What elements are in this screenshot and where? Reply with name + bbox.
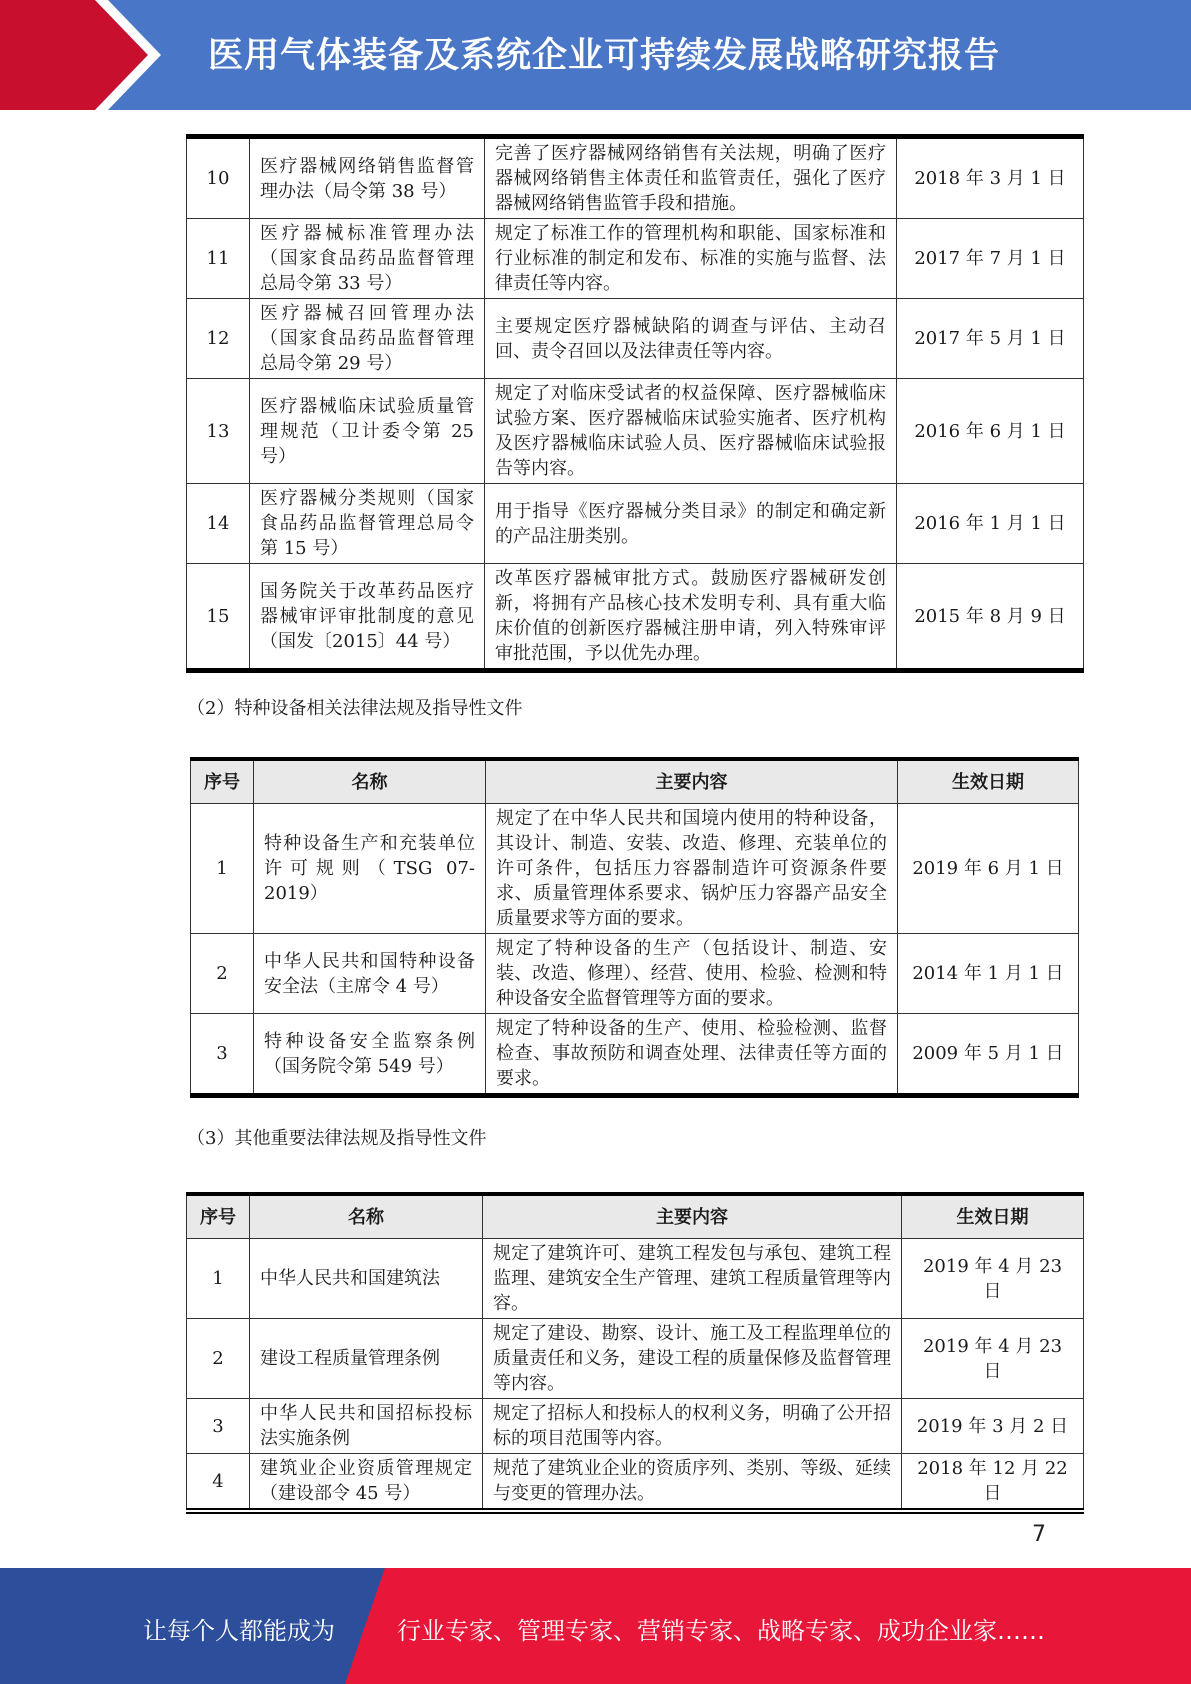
header-red-chevron [0,0,240,110]
effective-date: 2009 年 5 月 1 日 [898,1014,1079,1096]
row-number: 13 [187,379,250,484]
regulation-content: 规定了特种设备的生产、使用、检验检测、监督检查、事故预防和调查处理、法律责任等方面的要求。 [486,1014,898,1096]
regulation-name: 医疗器械标准管理办法（国家食品药品监督管理总局令第 33 号） [250,219,485,299]
regulation-name: 建设工程质量管理条例 [250,1319,483,1399]
regulation-name: 医疗器械召回管理办法（国家食品药品监督管理总局令第 29 号） [250,299,485,379]
effective-date: 2018 年 12 月 22 日 [902,1454,1084,1512]
effective-date: 2014 年 1 月 1 日 [898,934,1079,1014]
row-number: 11 [187,219,250,299]
regulation-name: 中华人民共和国建筑法 [250,1239,483,1319]
footer-slogan-left: 让每个人都能成为 [143,1617,335,1645]
table-row [187,219,1084,299]
regulation-content: 改革医疗器械审批方式。鼓励医疗器械研发创新，将拥有产品核心技术发明专利、具有重大临床价值的创新医疗器械注册申请，列入特殊审评审批范围，予以优先办理。 [485,564,897,671]
table-header-row [187,1194,1084,1239]
regulation-content: 用于指导《医疗器械分类目录》的制定和确定新的产品注册类别。 [485,484,897,564]
page-footer [0,1568,1191,1684]
row-number: 2 [191,934,254,1014]
effective-date: 2017 年 5 月 1 日 [897,299,1084,379]
regulation-name: 医疗器械网络销售监督管理办法（局令第 38 号） [250,137,485,219]
regulation-content: 规定了招标人和投标人的权利义务，明确了公开招标的项目范围等内容。 [483,1399,902,1454]
regulation-content: 主要规定医疗器械缺陷的调查与评估、主动召回、责令召回以及法律责任等内容。 [485,299,897,379]
effective-date: 2016 年 1 月 1 日 [897,484,1084,564]
regulation-name: 中华人民共和国特种设备安全法（主席令 4 号） [254,934,486,1014]
regulation-content: 规定了在中华人民共和国境内使用的特种设备，其设计、制造、安装、改造、修理、充装单位的许可条件，包括压力容器制造许可资源条件要求、质量管理体系要求、锅炉压力容器产品安全质量要求等方面的要求。 [486,804,898,934]
table-row [187,484,1084,564]
regulation-content: 规定了对临床受试者的权益保障、医疗器械临床试验方案、医疗器械临床试验实施者、医疗机构及医疗器械临床试验人员、医疗器械临床试验报告等内容。 [485,379,897,484]
effective-date: 2019 年 4 月 23 日 [902,1239,1084,1319]
regulation-content: 完善了医疗器械网络销售有关法规，明确了医疗器械网络销售主体责任和监管责任，强化了医疗器械网络销售监管手段和措施。 [485,137,897,219]
regulation-name: 特种设备生产和充装单位许可规则（TSG 07-2019） [254,804,486,934]
column-header: 名称 [250,1194,483,1239]
column-header: 生效日期 [902,1194,1084,1239]
table-row [191,804,1079,934]
regulation-name: 中华人民共和国招标投标法实施条例 [250,1399,483,1454]
row-number: 1 [191,804,254,934]
page-number: 7 [1032,1522,1046,1547]
table-row [187,379,1084,484]
column-header: 序号 [187,1194,250,1239]
other-regulations-table [186,1192,1084,1514]
row-number: 14 [187,484,250,564]
table-row [191,934,1079,1014]
effective-date: 2017 年 7 月 1 日 [897,219,1084,299]
column-header: 主要内容 [486,759,898,804]
footer-slogan-right: 行业专家、管理专家、营销专家、战略专家、成功企业家…… [397,1617,1045,1645]
table-row [187,299,1084,379]
row-number: 12 [187,299,250,379]
column-header: 生效日期 [898,759,1079,804]
regulation-content: 规定了建设、勘察、设计、施工及工程监理单位的质量责任和义务，建设工程的质量保修及监督管理等内容。 [483,1319,902,1399]
row-number: 3 [191,1014,254,1096]
row-number: 1 [187,1239,250,1319]
page-header [0,0,1191,110]
section-heading: （2）特种设备相关法律法规及指导性文件 [187,698,523,719]
table-row [187,564,1084,671]
regulation-name: 医疗器械分类规则（国家食品药品监督管理总局令第 15 号） [250,484,485,564]
effective-date: 2019 年 3 月 2 日 [902,1399,1084,1454]
row-number: 10 [187,137,250,219]
effective-date: 2019 年 6 月 1 日 [898,804,1079,934]
table-row [191,1014,1079,1096]
row-number: 3 [187,1399,250,1454]
column-header: 序号 [191,759,254,804]
regulation-content: 规定了标准工作的管理机构和职能、国家标准和行业标准的制定和发布、标准的实施与监督、法律责任等内容。 [485,219,897,299]
regulation-content: 规定了建筑许可、建筑工程发包与承包、建筑工程监理、建筑安全生产管理、建筑工程质量管理等内容。 [483,1239,902,1319]
effective-date: 2016 年 6 月 1 日 [897,379,1084,484]
table-row [187,1319,1084,1399]
row-number: 2 [187,1319,250,1399]
column-header: 名称 [254,759,486,804]
column-header: 主要内容 [483,1194,902,1239]
table-header-row [191,759,1079,804]
effective-date: 2015 年 8 月 9 日 [897,564,1084,671]
regulation-name: 国务院关于改革药品医疗器械审评审批制度的意见（国发〔2015〕44 号） [250,564,485,671]
table-row [187,1454,1084,1512]
table-row [187,1399,1084,1454]
section-heading: （3）其他重要法律法规及指导性文件 [187,1128,487,1149]
regulation-name: 特种设备安全监察条例（国务院令第 549 号） [254,1014,486,1096]
regulation-content: 规定了特种设备的生产（包括设计、制造、安装、改造、修理）、经营、使用、检验、检测和特种设备安全监督管理等方面的要求。 [486,934,898,1014]
effective-date: 2018 年 3 月 1 日 [897,137,1084,219]
regulation-name: 建筑业企业资质管理规定（建设部令 45 号） [250,1454,483,1512]
report-title: 医用气体装备及系统企业可持续发展战略研究报告 [208,36,1001,76]
medical-device-regulations-table [186,134,1084,673]
effective-date: 2019 年 4 月 23 日 [902,1319,1084,1399]
regulation-content: 规范了建筑业企业的资质序列、类别、等级、延续与变更的管理办法。 [483,1454,902,1512]
regulation-name: 医疗器械临床试验质量管理规范（卫计委令第 25 号） [250,379,485,484]
row-number: 15 [187,564,250,671]
table-row [187,137,1084,219]
table-row [187,1239,1084,1319]
row-number: 4 [187,1454,250,1512]
special-equipment-regulations-table [190,757,1079,1098]
